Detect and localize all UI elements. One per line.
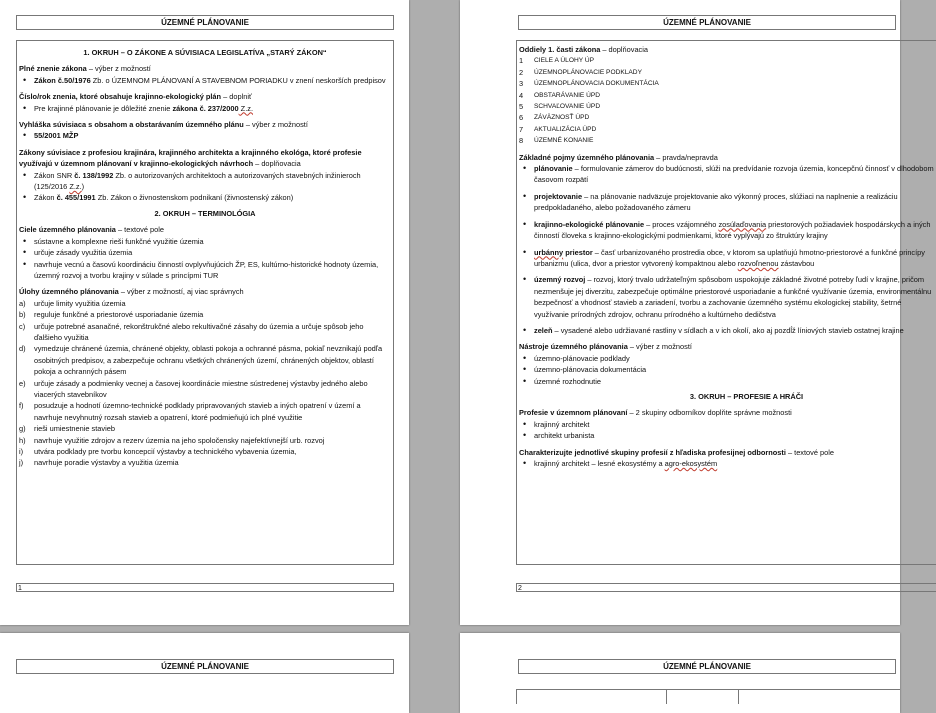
list-item: • navrhuje vecnú a časovú koordináciu činností ovplyvňujúcich ŽP, ES, kultúrno-historické hodnoty územia, územný rozvoj a tvorbu krajiny v súlade s princípmi TUR xyxy=(34,259,391,282)
question-block xyxy=(519,44,934,147)
document-page-1 xyxy=(0,0,409,625)
list-item: i) utvára podklady pre tvorbu koncepcií výstavby a technického vybavenia územia, xyxy=(19,447,297,456)
question-hint: – doplňovacia xyxy=(253,159,301,169)
question-title: Nástroje územného plánovania xyxy=(519,342,628,352)
list-item: • územno-plánovacia dokumentácia xyxy=(534,364,934,375)
list-item: f) posudzuje a hodnotí územno-technické podklady pripravovaných stavieb a iných opatrení v území a navrhuje nevyhnutný rozsah stavieb a opatrení, ktoré podmieňujú ich plné využitie xyxy=(19,401,361,422)
list-item: • krajinný architekt – lesné ekosystémy a agro-ekosystém xyxy=(534,458,934,469)
question-block xyxy=(519,341,934,387)
question-title: Charakterizujte jednotlivé skupiny profesií z hľadiska profesijnej odbornosti xyxy=(519,447,786,457)
question-title: Plné znenie zákona xyxy=(19,64,87,74)
question-hint: – výber z možností, aj viac správnych xyxy=(118,287,244,297)
list-item: 5 SCHVAĽOVANIE ÚPD xyxy=(519,102,601,112)
section-heading-1: 1. OKRUH – O ZÁKONE A SÚVISIACA LEGISLATÍVA „STARÝ ZÁKON“ xyxy=(83,48,327,57)
list-item: • sústavne a komplexne rieši funkčné využitie územia xyxy=(34,236,391,247)
question-hint: – textové pole xyxy=(115,225,165,235)
question-hint: – výber z možností xyxy=(86,64,151,74)
list-item: b) reguluje funkčné a priestorové usporiadanie územia xyxy=(19,310,204,320)
document-page-2 xyxy=(460,0,934,625)
page-footer-2: 2 xyxy=(516,583,936,592)
list-item: • krajinný architekt xyxy=(534,419,934,430)
question-block xyxy=(19,147,391,204)
section-heading-3: 3. OKRUH – PROFESIE A HRÁČI xyxy=(689,391,804,401)
section-heading-2: 2. OKRUH – TERMINOLÓGIA xyxy=(154,208,256,218)
list-item: c) určuje potrebné asanačné, rekonštrukčné alebo rekultivačné zásahy do územia a určuje spôsob jeho ďalšieho využitia xyxy=(19,321,364,342)
list-item: • Pre krajinné plánovanie je dôležité znenie zákona č. 237/2000 Z.z. xyxy=(34,103,391,114)
question-block xyxy=(19,286,391,469)
document-page-3 xyxy=(0,633,409,713)
list-item: • zeleň – vysadené alebo udržiavané rastliny v sídlach a v ich okolí, ako aj pozdĺž líniových stavieb ostatnej krajine xyxy=(534,325,934,336)
table-column-divider xyxy=(666,690,667,704)
list-item: • Zákon SNR č. 138/1992 Zb. o autorizovaných architektoch a autorizovaných stavebných inžinieroch (125/2016 Z.z.) xyxy=(34,170,391,193)
question-title: Ciele územného plánovania xyxy=(19,225,116,235)
list-item: a) určuje limity využitia územia xyxy=(19,298,126,308)
question-block xyxy=(519,407,934,441)
question-hint: – doplňovacia xyxy=(600,45,649,54)
list-item: g) rieši umiestnenie stavieb xyxy=(19,424,115,434)
page-content-2 xyxy=(516,40,936,565)
document-page-4 xyxy=(460,633,900,713)
list-item: • projektovanie – na plánovanie nadväzuje projektovanie ako výkonný proces, slúžiaci na naplnenie a realizáciu predpokladaného, alebo požadovaného zámeru xyxy=(534,191,934,214)
list-item: • územné rozhodnutie xyxy=(534,376,934,387)
list-item: j) navrhuje poradie výstavby a využitia územia xyxy=(19,458,179,468)
table-column-divider xyxy=(738,690,739,704)
question-hint: – výber z možností xyxy=(243,120,308,130)
question-title: Úlohy územného plánovania xyxy=(19,287,119,297)
list-item: • architekt urbanista xyxy=(534,430,934,441)
question-title: Profesie v územnom plánovaní xyxy=(519,408,628,418)
list-item: • krajinno-ekologické plánovanie – proces vzájomného zosúlaďovania priestorových požiadaviek hospodárskych a iných činností človeka s krajinno-ekologickými podmienkami, ktoré vyplývajú zo štruktúry krajiny xyxy=(534,219,934,242)
list-item: • územno-plánovacie podklady xyxy=(534,353,934,364)
page-content-1 xyxy=(16,40,394,565)
page-header-2: ÚZEMNÉ PLÁNOVANIE xyxy=(518,15,896,30)
question-hint: – doplniť xyxy=(221,92,252,102)
question-hint: – pravda/nepravda xyxy=(654,152,718,162)
page-header-1: ÚZEMNÉ PLÁNOVANIE xyxy=(16,15,394,30)
page-header-4: ÚZEMNÉ PLÁNOVANIE xyxy=(518,659,896,674)
list-item: • Zákon č. 455/1991 Zb. Zákon o živnostenskom podnikaní (živnostenský zákon) xyxy=(34,192,391,203)
question-hint: – 2 skupiny odborníkov doplňte správne možnosti xyxy=(627,408,792,418)
list-item: • Zákon č.50/1976 Zb. o ÚZEMNOM PLÁNOVANÍ A STAVEBNOM PORIADKU v znení neskorších predpisov xyxy=(34,75,391,86)
list-item: e) určuje zásady a podmienky vecnej a časovej koordinácie miestne sústredenej výstavby jedného alebo viacerých stavebníkov xyxy=(19,378,368,399)
question-block xyxy=(19,224,391,281)
list-item: • urbánny priestor – časť urbanizovaného prostredia obce, v ktorom sa uplatňujú hmotno-priestorové a funkčné princípy urbanizmu (ulica, dvor a priestor vytvorený kompaktnou alebo rozvoľnenou zástavbou xyxy=(534,247,934,270)
question-block xyxy=(19,63,391,86)
question-block xyxy=(519,152,934,337)
list-item: • územný rozvoj – rozvoj, ktorý trvalo udržateľným spôsobom uspokojuje základné životné potreby ľudí v krajine, pričom nezmenšuje jej diverzitu, zabezpečuje optimálne priestorové usporiadanie a funkčné využívanie územia, environmentálnu bezpečnosť a vhodnosť stavieb a zariadení, tvorbu a zachovanie územného systému ekologickej stability, šetrné využívanie prírodných zdrojov, ochranu prírodného a kultúrneho dedičstva xyxy=(534,274,934,320)
list-item: d) vymedzuje chránené územia, chránené objekty, oblasti pokoja a ochranné pásma, pokiaľ nevznikajú podľa osobitných predpisov, a zabezpečuje ochranu všetkých chránených území, chránených objektov, oblastí pokoja a ochranných pásem xyxy=(19,344,383,377)
page-footer-1: 1 xyxy=(16,583,394,592)
question-title: Zákony súvisiace z profesiou krajinára, krajinného architekta a krajinného ekológa, ktoré profesie využívajú v územnom plánovaní v krajinno-ekologických návrhoch xyxy=(19,147,362,169)
table-top-border xyxy=(516,689,900,704)
question-block xyxy=(519,447,934,470)
list-item: 3 ÚZEMNOPLÁNOVACIA DOKUMENTÁCIA xyxy=(519,79,659,89)
question-block xyxy=(19,91,391,114)
list-item: 7 AKTUALIZÁCIA ÚPD xyxy=(519,124,597,134)
list-item: h) navrhuje využitie zdrojov a rezerv územia na jeho spoločensky najefektívnejší urb. rozvoj xyxy=(19,435,325,445)
question-title: Základné pojmy územného plánovania xyxy=(519,152,655,162)
list-item: 6 ZÁVÄZNOSŤ ÚPD xyxy=(519,113,590,123)
question-hint: – výber z možností xyxy=(627,342,692,352)
list-item: 1 CIELE A ÚLOHY ÚP xyxy=(519,56,594,66)
question-block xyxy=(19,119,391,142)
list-item: • 55/2001 MŽP xyxy=(34,130,391,141)
list-item: 8 ÚZEMNÉ KONANIE xyxy=(519,136,594,146)
list-item: 2 ÚZEMNOPLÁNOVACIE PODKLADY xyxy=(519,67,642,77)
question-title: Oddiely 1. časti zákona xyxy=(519,45,601,54)
list-item: • plánovanie – formulovanie zámerov do budúcnosti, slúži na predvídanie rozvoja územia, koncepčnú činnosť v dlhodobom časovom rozpätí xyxy=(534,163,934,186)
question-hint: – textové pole xyxy=(785,447,834,457)
question-title: Vyhláška súvisiaca s obsahom a obstarávaním územného plánu xyxy=(19,120,244,130)
page-header-3: ÚZEMNÉ PLÁNOVANIE xyxy=(16,659,394,674)
table-column-divider xyxy=(516,690,517,704)
list-item: • určuje zásady využitia územia xyxy=(34,247,391,258)
list-item: 4 OBSTARÁVANIE ÚPD xyxy=(519,90,601,100)
question-title: Číslo/rok znenia, ktoré obsahuje krajinno-ekologický plán xyxy=(19,92,222,102)
